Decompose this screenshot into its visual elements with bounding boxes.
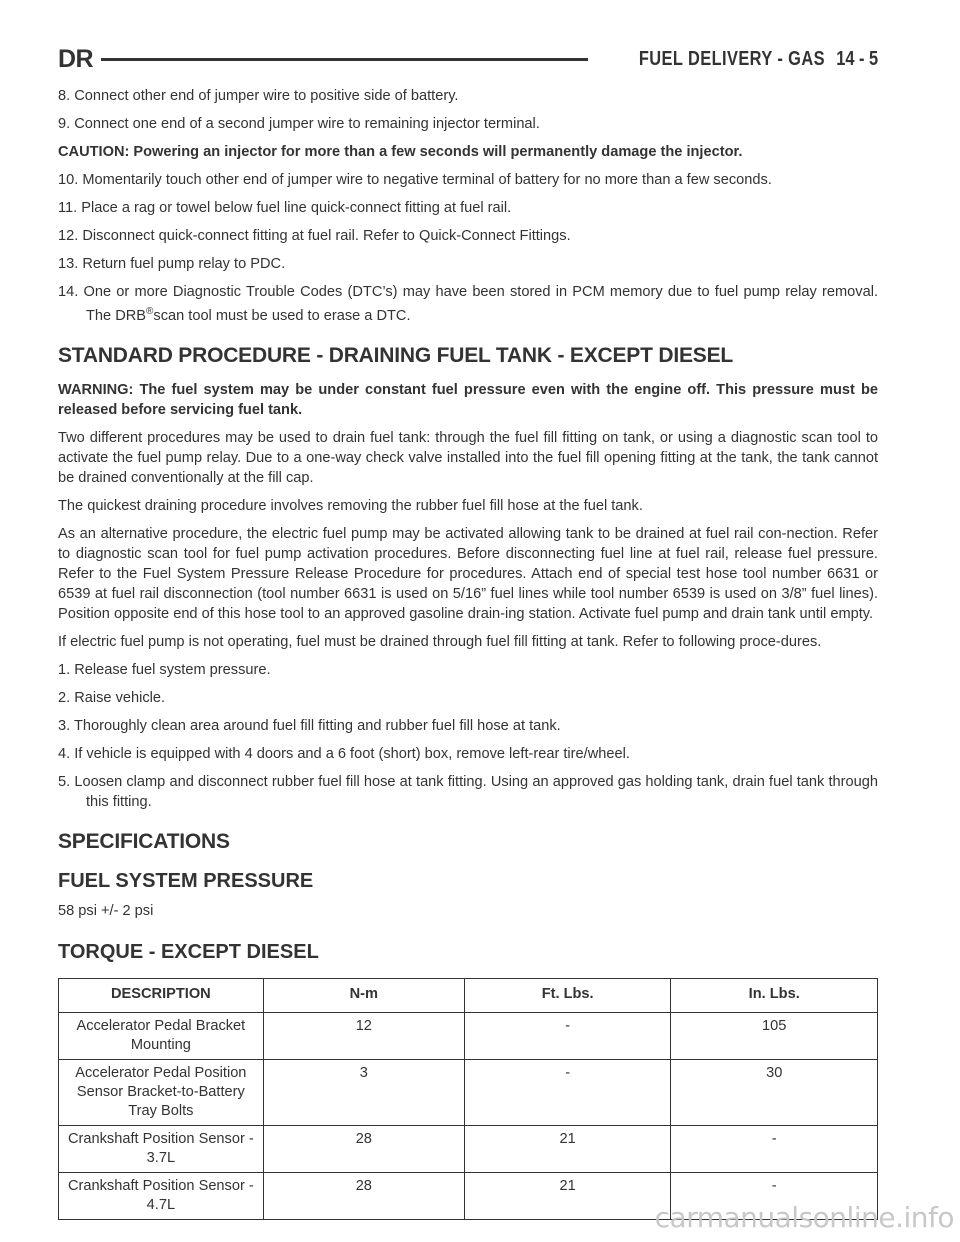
page-body xyxy=(58,86,878,1220)
table-cell: 28 xyxy=(263,1172,464,1219)
paragraph-alternative: As an alternative procedure, the electric fuel pump may be activated allowing tank to be drained at fuel rail con-nection. Refer to diagnostic scan tool for fuel pump activation procedures. Before disconnecting fuel line at fuel rail, release fuel pressure. Refer to the Fuel System Pressure Release Procedure for procedures. Attach end of special test hose tool number 6631 or 6539 at fuel rail disconnection (tool number 6631 is used on 5/16” fuel lines while tool number 6539 is used on 3/8” fuel lines). Position opposite end of this hose tool to an approved gasoline drain-ing station. Activate fuel pump and drain tank until empty. xyxy=(58,525,878,622)
table-cell: Accelerator Pedal Position Sensor Bracket-to-Battery Tray Bolts xyxy=(59,1059,264,1125)
drain-step-2: 2. Raise vehicle. xyxy=(58,689,166,706)
table-row xyxy=(59,1012,878,1059)
column-header: N-m xyxy=(263,978,464,1012)
paragraph-not-operating: If electric fuel pump is not operating, fuel must be drained through fuel fill fitting at tank. Refer to following proce-dures. xyxy=(58,633,822,650)
step-11: 11. Place a rag or towel below fuel line quick-connect fitting at fuel rail. xyxy=(58,200,512,216)
drain-step-3: 3. Thoroughly clean area around fuel fill fitting and rubber fuel fill hose at tank. xyxy=(58,717,561,734)
watermark: carmanualsonline.info xyxy=(654,1201,954,1234)
step-14-text: 14. One or more Diagnostic Trouble Codes (DTC’s) may have been stored in PCM memory due to fuel pump relay removal. The DRB xyxy=(58,284,878,324)
table-cell: Accelerator Pedal Bracket Mounting xyxy=(59,1012,264,1059)
step-10: 10. Momentarily touch other end of jumper wire to negative terminal of battery for no more than a few seconds. xyxy=(58,172,772,188)
table-cell: 12 xyxy=(263,1012,464,1059)
section-heading-specifications: SPECIFICATIONS xyxy=(58,829,230,853)
table-cell: 21 xyxy=(464,1125,671,1172)
caution-note: CAUTION: Powering an injector for more than a few seconds will permanently damage the injector. xyxy=(58,144,743,160)
table-header-row xyxy=(59,978,878,1012)
table-cell: - xyxy=(464,1059,671,1125)
drain-step-4: 4. If vehicle is equipped with 4 doors and a 6 foot (short) box, remove left-rear tire/wheel. xyxy=(58,745,630,762)
step-14-text-end: scan tool must be used to erase a DTC. xyxy=(153,307,411,324)
step-13: 13. Return fuel pump relay to PDC. xyxy=(58,256,286,272)
step-14 xyxy=(58,282,878,326)
table-cell: 21 xyxy=(464,1172,671,1219)
table-cell: 28 xyxy=(263,1125,464,1172)
warning-note: WARNING: The fuel system may be under constant fuel pressure even with the engine off. This pressure must be released before servicing fuel tank. xyxy=(58,381,878,418)
header-page-number: 14 - 5 xyxy=(836,47,878,70)
table-cell: Crankshaft Position Sensor - 3.7L xyxy=(59,1125,264,1172)
subheading-fuel-pressure: FUEL SYSTEM PRESSURE xyxy=(58,869,314,892)
drain-step-5: 5. Loosen clamp and disconnect rubber fuel fill hose at tank fitting. Using an approved gas holding tank, drain fuel tank through this fitting. xyxy=(58,773,878,810)
step-8: 8. Connect other end of jumper wire to positive side of battery. xyxy=(58,88,459,104)
column-header: In. Lbs. xyxy=(671,978,878,1012)
torque-table xyxy=(58,978,878,1220)
table-cell: 105 xyxy=(671,1012,878,1059)
table-cell: - xyxy=(464,1012,671,1059)
column-header: Ft. Lbs. xyxy=(464,978,671,1012)
fuel-pressure-value: 58 psi +/- 2 psi xyxy=(58,902,154,919)
table-cell: - xyxy=(671,1125,878,1172)
page-header xyxy=(58,44,878,74)
table-row xyxy=(59,1059,878,1125)
subheading-torque: TORQUE - EXCEPT DIESEL xyxy=(58,940,319,963)
table-cell: - xyxy=(671,1172,878,1219)
step-12: 12. Disconnect quick-connect fitting at fuel rail. Refer to Quick-Connect Fittings. xyxy=(58,228,571,244)
header-rule xyxy=(101,58,588,61)
section-heading-draining: STANDARD PROCEDURE - DRAINING FUEL TANK - EXCEPT DIESEL xyxy=(58,343,734,367)
table-cell: Crankshaft Position Sensor - 4.7L xyxy=(59,1172,264,1219)
header-title: FUEL DELIVERY - GAS xyxy=(638,47,825,70)
paragraph-procedures: Two different procedures may be used to drain fuel tank: through the fuel fill fitting on tank, or using a diagnostic scan tool to activate the fuel pump relay. Due to a one-way check valve installed into the fuel fill opening fitting at the tank, the tank cannot be drained conventionally at the fill cap. xyxy=(58,429,878,486)
table-cell: 30 xyxy=(671,1059,878,1125)
table-cell: 3 xyxy=(263,1059,464,1125)
table-row xyxy=(59,1125,878,1172)
paragraph-quickest: The quickest draining procedure involves removing the rubber fuel fill hose at the fuel tank. xyxy=(58,497,643,514)
column-header: DESCRIPTION xyxy=(59,978,264,1012)
step-9: 9. Connect one end of a second jumper wire to remaining injector terminal. xyxy=(58,116,540,132)
header-section-code: DR xyxy=(58,44,94,73)
drain-step-1: 1. Release fuel system pressure. xyxy=(58,661,271,678)
registered-mark: ® xyxy=(146,306,154,317)
